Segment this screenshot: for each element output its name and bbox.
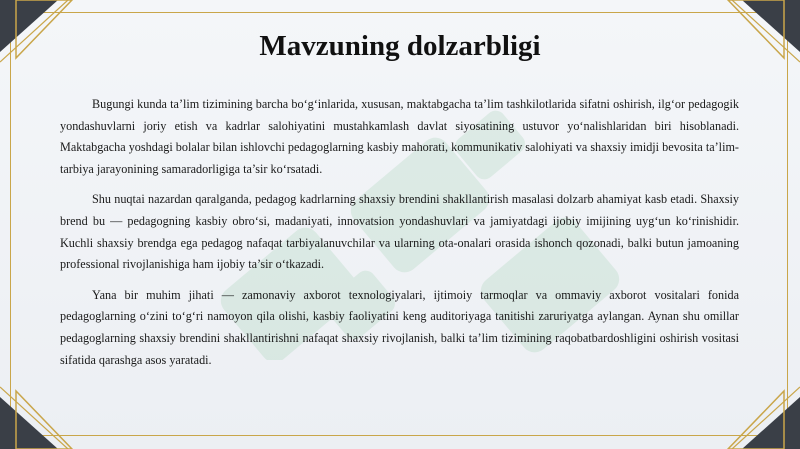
paragraph: Shu nuqtai nazardan qaralganda, pedagog kadrlarning shaxsiy brendini shakllantirish masalasi dolzarb ahamiyat kasb etadi. Shaxsiy brend bu — pedagogning kasbiy obro‘si, madaniyati, innovatsion yondashuvlari va jamiyatdagi ijobiy imijining uyg‘un ko‘rinishidir. Kuchli shaxsiy brendga ega pedagog nafaqat tarbiyalanuvchilar va ularning ota-onalari orasida ishonch qozonadi, balki butun jamoaning professional rivojlanishiga ham ijobiy ta’sir o‘tkazadi. — [60, 192, 739, 272]
corner-ornament-bottom-left — [0, 369, 110, 449]
paragraph: Bugungi kunda ta’lim tizimining barcha bo‘g‘inlarida, xususan, maktabgacha ta’lim tashkilotlarida sifatni oshirish, ilg‘or pedagogik yondashuvlarni joriy etish va kadrlar salohiyatini mustahkamlash davlat siyosatining ustuvor yo‘nalishlaridan biri hisoblanadi. Maktabgacha yoshdagi bolalar bilan ishlovchi pedagoglarning kasbiy mahorati, kommunikativ salohiyati va shaxsiy imidji bevosita ta’lim-tarbiya jarayonining samaradorligiga ta’sir ko‘rsatadi. — [60, 97, 739, 176]
slide-body — [60, 94, 739, 380]
corner-ornament-bottom-right — [690, 369, 800, 449]
slide-title: Mavzuning dolzarbligi — [259, 30, 541, 62]
paragraph: Yana bir muhim jihati — zamonaviy axborot texnologiyalari, ijtimoiy tarmoqlar va ommaviy axborot vositalari fonida pedagoglarning o‘zini to‘g‘ri namoyon qila olishi, kasbiy faoliyatini keng auditoriyaga tanitishi zaruriyatga aylangan. Aynan shu omillar pedagoglarning shaxsiy brendini shakllantirishni nafaqat shaxsiy rivojlanish, balki ta’lim tizimining raqobatbardoshligini oshirish vositasi sifatida qarashga asos yaratadi. — [60, 287, 739, 367]
